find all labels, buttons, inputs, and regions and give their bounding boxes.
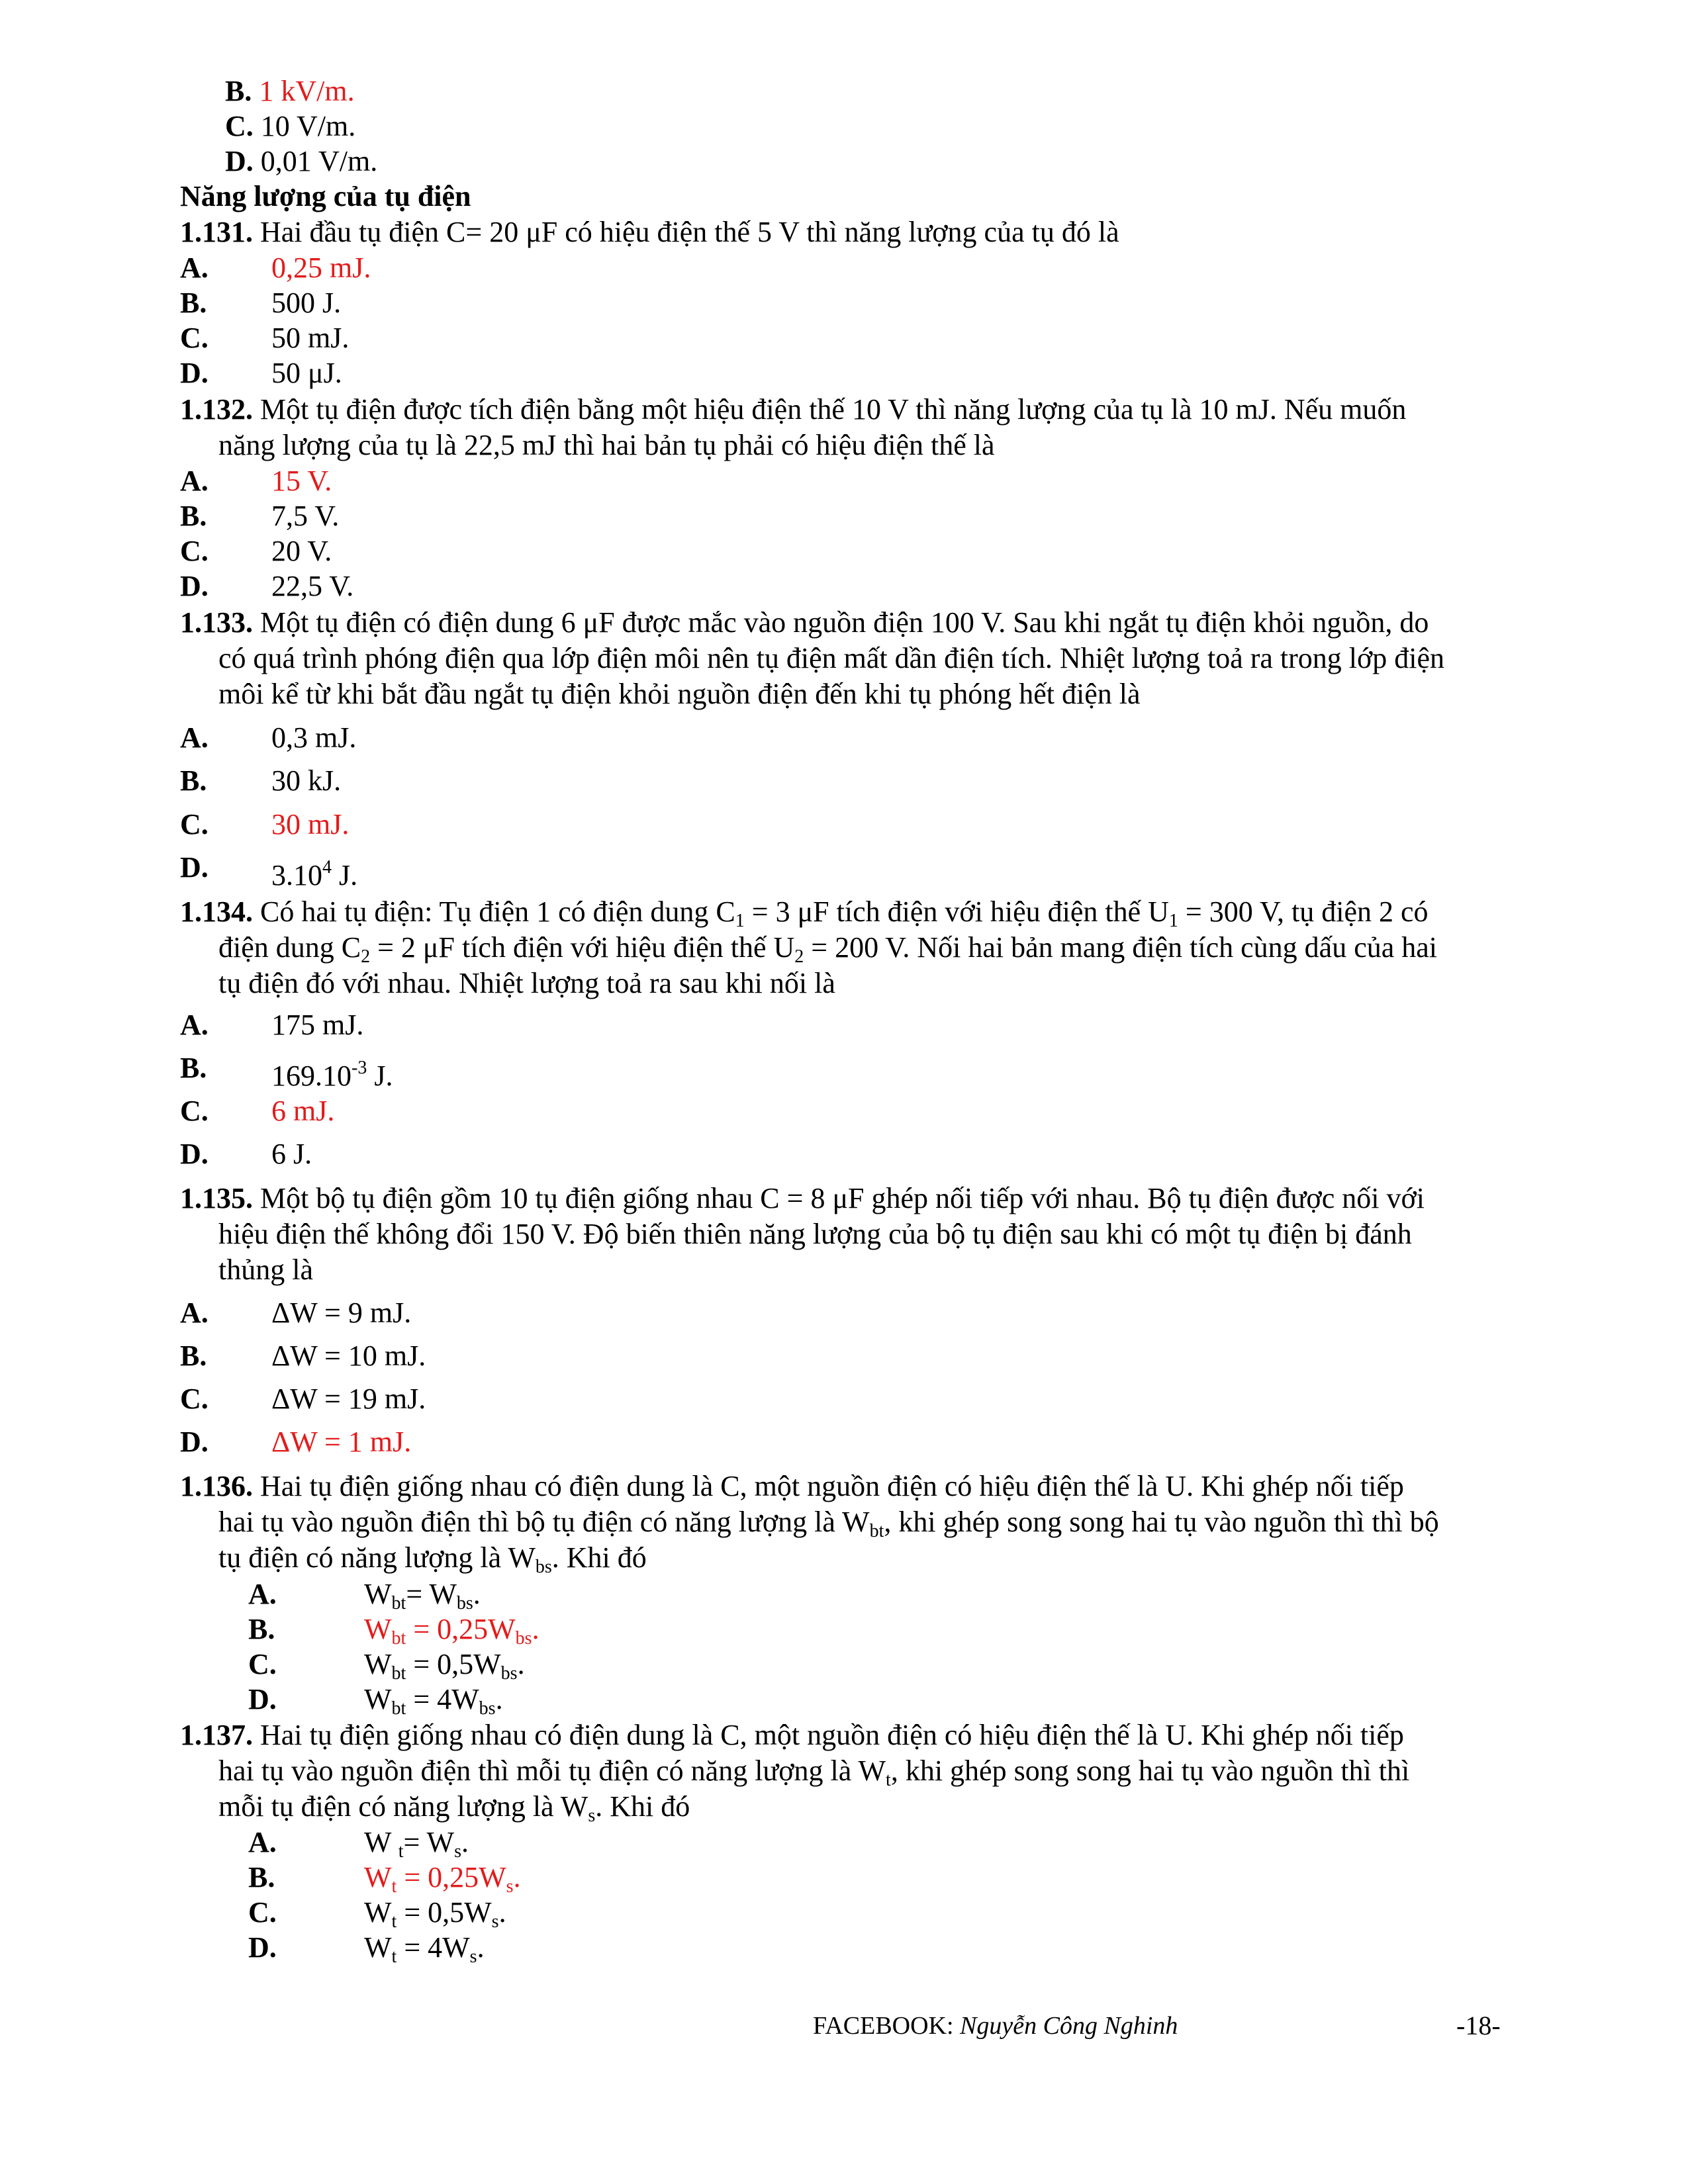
option-a (180, 721, 842, 755)
option-label: C. (180, 808, 209, 841)
option-d (180, 1425, 842, 1459)
option-text: 0,01 V/m. (260, 145, 378, 177)
question-1-132 (180, 392, 1406, 427)
option-text: $W_t = 4W_s$. (364, 1931, 485, 1967)
footer-label: FACEBOOK: (813, 2012, 954, 2040)
option-label: A. (180, 721, 209, 754)
option-c (225, 109, 355, 144)
question-text-line: môi kể từ khi bắt đầu ngắt tụ điện khỏi nguồn điện đến khi tụ phóng hết điện là (218, 678, 1141, 710)
question-text-line: mỗi tụ điện có năng lượng là $W_s$. Khi đó (218, 1790, 690, 1826)
option-label: C. (180, 1095, 209, 1127)
option-label: D. (180, 570, 209, 602)
option-text: 500 J. (271, 287, 342, 319)
option-text: 50 mJ. (271, 322, 350, 354)
option-b (180, 1339, 842, 1373)
option-label: B. (248, 1613, 275, 1645)
option-text: ΔW = 19 mJ. (271, 1383, 426, 1415)
option-text: $W_{bt} = 4W_{bs}$. (364, 1683, 503, 1719)
option-text: 1 kV/m. (259, 75, 355, 107)
option-label: B. (180, 287, 207, 319)
option-d (180, 850, 842, 891)
question-1-137 (180, 1718, 1404, 1752)
option-label: C. (180, 322, 209, 354)
option-text: 10 V/m. (260, 110, 356, 142)
question-text: Hai tụ điện giống nhau có điện dung là C, một nguồn điện có hiệu điện thế là U. Khi ghép nối tiếp (260, 1470, 1404, 1502)
option-label: C. (248, 1648, 277, 1680)
option-c (180, 1094, 842, 1128)
option-label: C. (180, 535, 209, 567)
option-a (248, 1577, 910, 1612)
question-text: Một tụ điện có điện dung 6 μF được mắc vào nguồn điện 100 V. Sau khi ngắt tụ điện khỏi nguồn, do (260, 606, 1429, 639)
option-b (180, 286, 842, 320)
option-label: D. (180, 1426, 209, 1458)
option-label: A. (248, 1578, 277, 1610)
option-text: ΔW = 1 mJ. (271, 1426, 412, 1458)
option-label: D. (180, 851, 209, 884)
option-label: D. (180, 357, 209, 389)
option-b (225, 74, 355, 109)
option-text: 6 mJ. (271, 1095, 335, 1127)
option-text: 7,5 V. (271, 500, 340, 532)
option-a (180, 464, 842, 498)
option-text: $W_{bt}= W_{bs}$. (364, 1578, 481, 1614)
option-b (248, 1860, 910, 1895)
option-text: 3.10$^4$ J. (271, 857, 358, 891)
option-label: D. (225, 145, 254, 177)
question-number: 1.136. (180, 1470, 253, 1502)
option-label: B. (248, 1861, 275, 1893)
option-text: $W_{bt} = 0,25W_{bs}$. (364, 1613, 539, 1649)
option-b (248, 1612, 910, 1647)
option-label: D. (180, 1138, 209, 1170)
option-text: ΔW = 9 mJ. (271, 1297, 412, 1329)
option-label: C. (225, 110, 254, 142)
question-text-line: hai tụ vào nguồn điện thì bộ tụ điện có năng lượng là $W_{bt}$, khi ghép song song hai tụ vào nguồn thì thì bộ (218, 1506, 1439, 1541)
option-text: 30 kJ. (271, 764, 342, 797)
option-d (180, 569, 842, 604)
question-text: Có hai tụ điện: Tụ điện 1 có điện dung $C_1 = 3$ μF tích điện với hiệu điện thế $U_1 = 300$ V, tụ điện 2 có (260, 895, 1429, 931)
question-text: Hai tụ điện giống nhau có điện dung là C, một nguồn điện có hiệu điện thế là U. Khi ghép nối tiếp (260, 1719, 1404, 1751)
page-number: -18- (1456, 2011, 1501, 2040)
option-label: A. (180, 251, 209, 284)
option-label: B. (180, 1052, 207, 1084)
option-text: $W_t = 0,5W_s$. (364, 1896, 506, 1932)
question-text-line: điện dung $C_2 = 2$ μF tích điện với hiệu điện thế $U_2 = 200$ V. Nối hai bản mang điện tích cùng dấu của hai (218, 931, 1438, 967)
option-text: 6 J. (271, 1138, 312, 1170)
question-1-133 (180, 606, 1429, 640)
question-text-line: có quá trình phóng điện qua lớp điện môi nên tụ điện mất dần điện tích. Nhiệt lượng toả ra trong lớp điện (218, 642, 1445, 674)
question-text-line: hai tụ vào nguồn điện thì mỗi tụ điện có năng lượng là $W_t$, khi ghép song song hai tụ vào nguồn thì thì (218, 1754, 1410, 1790)
option-text: $169.10^{-3}$ J. (271, 1058, 393, 1092)
option-a (248, 1825, 910, 1860)
option-text: 50 μJ. (271, 357, 342, 389)
option-text: 20 V. (271, 535, 332, 567)
option-label: B. (180, 500, 207, 532)
option-c (248, 1895, 910, 1930)
option-text: 30 mJ. (271, 808, 350, 841)
option-label: A. (180, 1009, 209, 1041)
question-text-line: tụ điện đó với nhau. Nhiệt lượng toả ra sau khi nối là (218, 967, 835, 999)
option-b (180, 1051, 842, 1092)
option-c (180, 1382, 842, 1416)
option-text: W $_t= W_s$. (364, 1826, 469, 1862)
option-text: 15 V. (271, 465, 332, 497)
option-label: A. (180, 1297, 209, 1329)
option-label: B. (225, 75, 252, 107)
question-number: 1.134. (180, 895, 253, 928)
option-a (180, 1008, 842, 1042)
question-1-136 (180, 1469, 1404, 1504)
question-number: 1.137. (180, 1719, 253, 1751)
option-text: $W_{bt} = 0,5W_{bs}$. (364, 1648, 525, 1684)
option-text: ΔW = 10 mJ. (271, 1340, 426, 1372)
option-text: 175 mJ. (271, 1009, 364, 1041)
option-text: $W_t = 0,25W_s$. (364, 1861, 521, 1897)
question-text-line: tụ điện có năng lượng là $W_{bs}$. Khi đó (218, 1541, 647, 1577)
option-a (180, 1296, 842, 1330)
option-label: D. (248, 1683, 277, 1715)
section-title: Năng lượng của tụ điện (180, 180, 471, 212)
question-text-line: thủng là (218, 1253, 313, 1286)
option-c (180, 807, 842, 842)
option-b (180, 764, 842, 798)
option-c (248, 1647, 910, 1682)
option-text: 0,25 mJ. (271, 251, 371, 284)
option-text: 22,5 V. (271, 570, 354, 602)
option-label: A. (248, 1826, 277, 1858)
option-c (180, 534, 842, 569)
option-b (180, 499, 842, 533)
option-label: D. (248, 1931, 277, 1964)
option-d (248, 1682, 910, 1717)
question-number: 1.131. (180, 216, 253, 248)
question-text-line: hiệu điện thế không đổi 150 V. Độ biến thiên năng lượng của bộ tụ điện sau khi có một tụ điện bị đánh (218, 1218, 1412, 1250)
option-c (180, 321, 842, 355)
footer-author: Nguyễn Công Nghinh (960, 2012, 1178, 2040)
option-d (180, 1137, 842, 1171)
option-label: B. (180, 1340, 207, 1372)
question-number: 1.132. (180, 393, 253, 426)
question-text: Một tụ điện được tích điện bằng một hiệu điện thế 10 V thì năng lượng của tụ là 10 mJ. Nếu muốn (260, 393, 1407, 426)
question-1-131 (180, 215, 1119, 250)
option-a (180, 251, 842, 285)
option-text: 0,3 mJ. (271, 721, 357, 754)
question-text-line: năng lượng của tụ là 22,5 mJ thì hai bản tụ phải có hiệu điện thế là (218, 429, 995, 461)
option-d (180, 356, 842, 390)
footer-credit (813, 2011, 1178, 2041)
option-d (225, 144, 377, 179)
option-label: B. (180, 764, 207, 797)
question-1-135 (180, 1181, 1425, 1216)
option-d (248, 1931, 910, 1965)
question-text: Hai đầu tụ điện C= 20 μF có hiệu điện thế 5 V thì năng lượng của tụ đó là (260, 216, 1119, 248)
option-label: A. (180, 465, 209, 497)
question-number: 1.135. (180, 1182, 253, 1214)
option-label: C. (248, 1896, 277, 1929)
option-label: C. (180, 1383, 209, 1415)
question-text: Một bộ tụ điện gồm 10 tụ điện giống nhau C = 8 μF ghép nối tiếp với nhau. Bộ tụ điện được nối với (260, 1182, 1425, 1214)
question-number: 1.133. (180, 606, 253, 639)
